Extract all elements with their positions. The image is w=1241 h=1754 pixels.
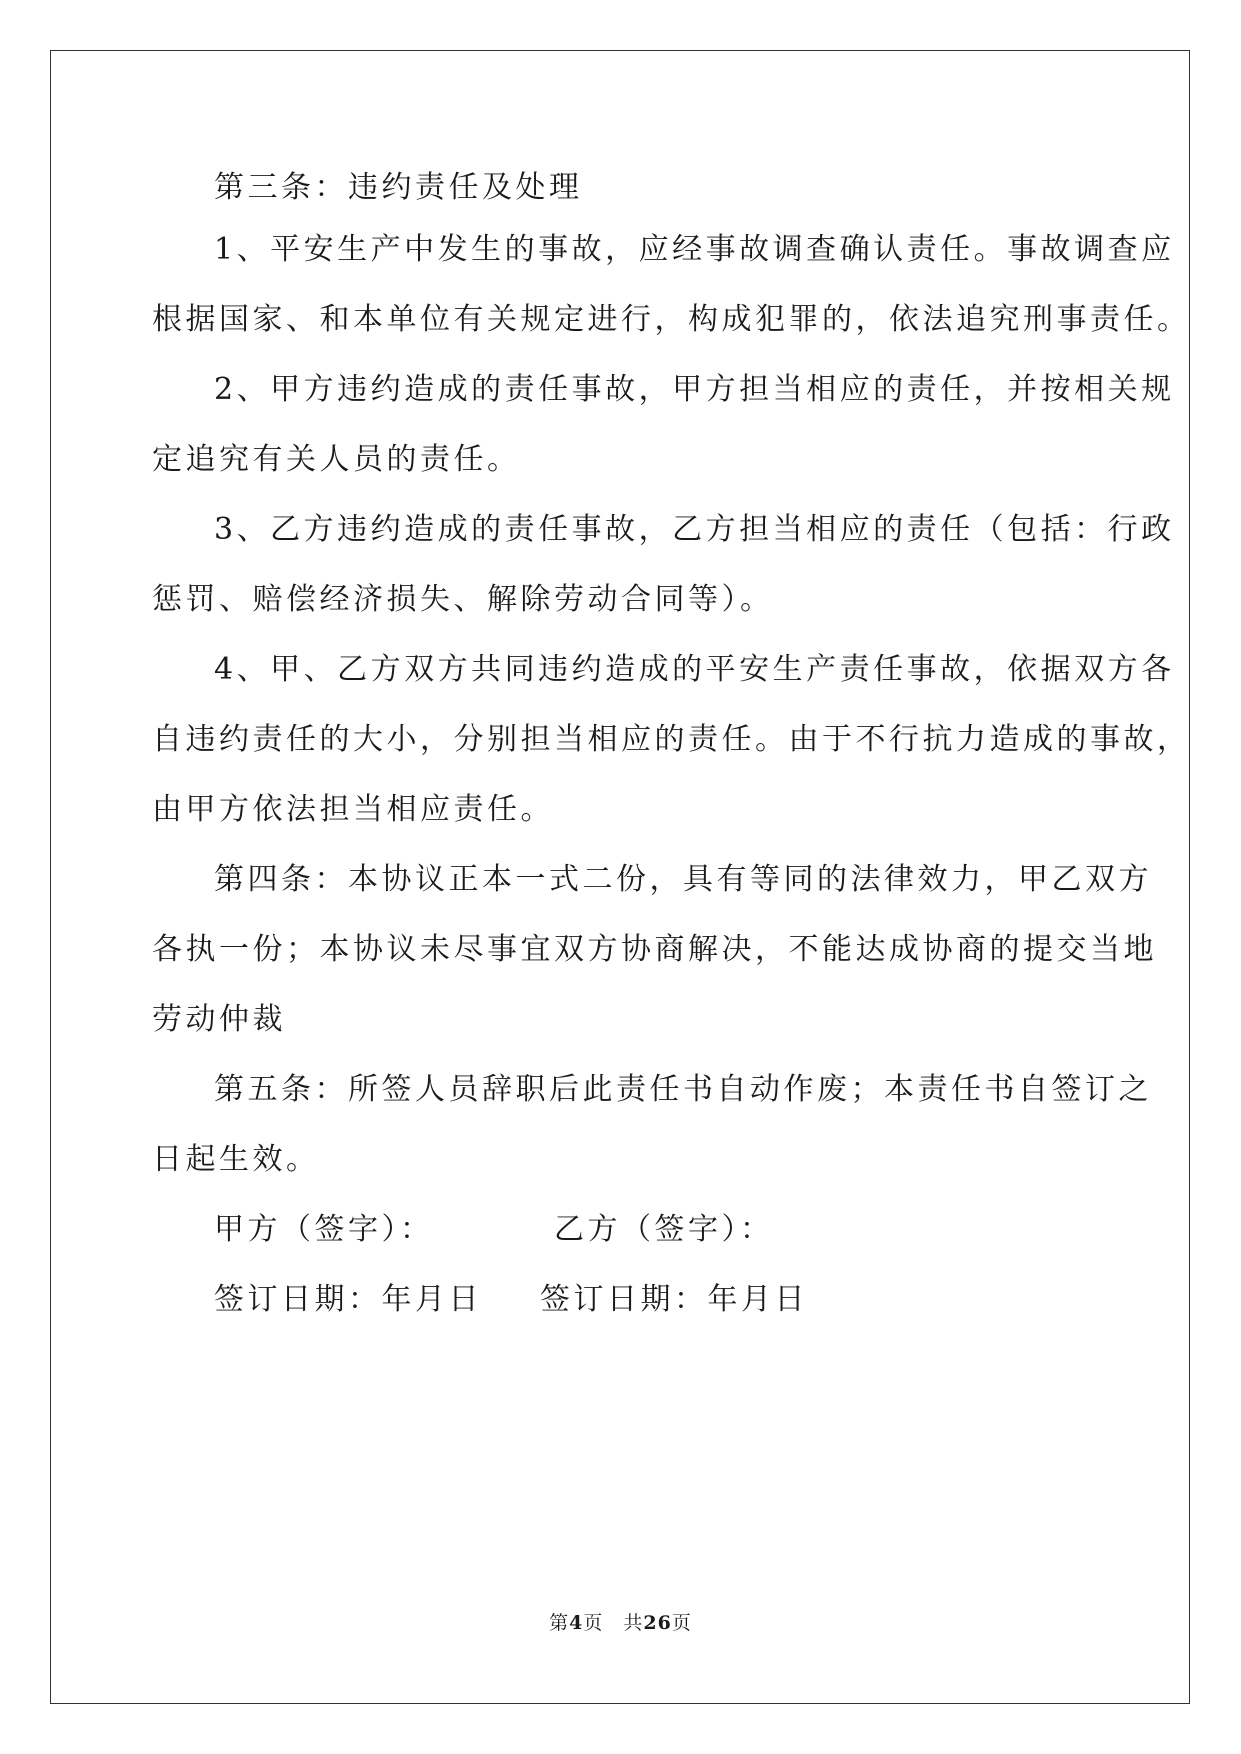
page-footer: [0, 1608, 1241, 1635]
party-a-signature-label: 甲方（签字）：: [214, 1212, 434, 1247]
footer-total-pages: 26: [643, 1612, 672, 1634]
party-a-date-label: 签订日期：年月日: [214, 1282, 482, 1317]
article-5-line-1: 第五条：所签人员辞职后此责任书自动作废；本责任书自签订之: [214, 1072, 1152, 1107]
footer-prefix: 第: [549, 1612, 570, 1634]
footer-middle: 页 共: [583, 1612, 644, 1634]
item-1-line-1: 1、平安生产中发生的事故，应经事故调查确认责任。事故调查应: [214, 232, 1175, 267]
footer-suffix: 页: [671, 1612, 692, 1634]
item-4-line-3: 由甲方依法担当相应责任。: [152, 792, 554, 827]
article-4-line-2: 各执一份；本协议未尽事宜双方协商解决，不能达成协商的提交当地: [152, 932, 1157, 967]
article-3-heading: 第三条：违约责任及处理: [214, 170, 583, 205]
item-3-line-2: 惩罚、赔偿经济损失、解除劳动合同等）。: [152, 582, 774, 617]
party-b-signature-label: 乙方（签字）：: [554, 1212, 774, 1247]
item-1-line-2: 根据国家、和本单位有关规定进行，构成犯罪的，依法追究刑事责任。: [152, 302, 1191, 337]
item-4-line-2: 自违约责任的大小，分别担当相应的责任。由于不行抗力造成的事故，: [152, 722, 1191, 757]
item-4-line-1: 4、甲、乙方双方共同违约造成的平安生产责任事故，依据双方各: [214, 652, 1175, 687]
article-4-line-3: 劳动仲裁: [152, 1002, 286, 1037]
item-3-line-1: 3、乙方违约造成的责任事故，乙方担当相应的责任（包括：行政: [214, 512, 1175, 547]
footer-page-number: 4: [569, 1612, 584, 1634]
item-2-line-1: 2、甲方违约造成的责任事故，甲方担当相应的责任，并按相关规: [214, 372, 1175, 407]
article-5-line-2: 日起生效。: [152, 1142, 320, 1177]
party-b-date-label: 签订日期：年月日: [540, 1282, 808, 1317]
article-4-line-1: 第四条：本协议正本一式二份，具有等同的法律效力，甲乙双方: [214, 862, 1152, 897]
item-2-line-2: 定追究有关人员的责任。: [152, 442, 521, 477]
